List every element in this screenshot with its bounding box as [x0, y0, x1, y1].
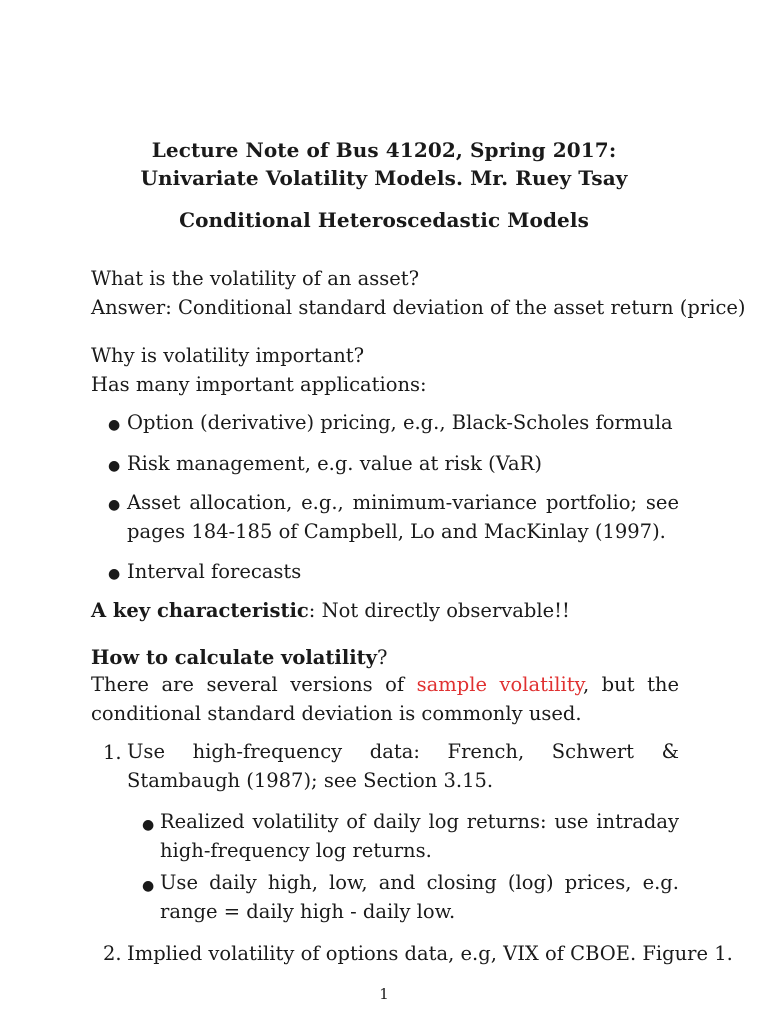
- bullet-icon: ●: [108, 566, 121, 582]
- how-to-heading-suffix: ?: [376, 646, 388, 669]
- question-volatility: What is the volatility of an asset?: [91, 267, 420, 290]
- how-to-heading-text: How to calculate volatility: [91, 646, 377, 669]
- method-number: 2.: [103, 942, 122, 965]
- list-item: Asset allocation, e.g., minimum-variance portfolio; see pages 184-185 of Campbell, Lo and MacKinlay (1997).: [127, 491, 679, 543]
- intro-after: , but the conditional standard deviation is commonly used.: [91, 673, 680, 725]
- sample-volatility-link[interactable]: sample volatility: [416, 673, 583, 696]
- intro-before: There are several versions of: [91, 673, 417, 696]
- method-number: 1.: [103, 741, 122, 764]
- section-title: Conditional Heteroscedastic Models: [179, 208, 589, 232]
- key-characteristic-text: : Not directly observable!!: [308, 599, 570, 622]
- list-item: Interval forecasts: [127, 560, 302, 583]
- title-line-1: Lecture Note of Bus 41202, Spring 2017:: [151, 138, 617, 162]
- list-item: Realized volatility of daily log returns: use intraday high-frequency log returns.: [160, 810, 679, 862]
- bullet-icon: ●: [108, 497, 121, 513]
- answer-importance: Has many important applications:: [91, 373, 427, 396]
- list-item: Risk management, e.g. value at risk (VaR): [127, 452, 542, 475]
- key-characteristic-label: A key characteristic: [91, 599, 309, 622]
- key-characteristic: [91, 601, 570, 621]
- page-number: 1: [379, 985, 389, 1003]
- method-text: Use high-frequency data: French, Schwert & Stambaugh (1987); see Section 3.15.: [127, 740, 679, 792]
- method-text: Implied volatility of options data, e.g, VIX of CBOE. Figure 1.: [127, 942, 733, 965]
- bullet-icon: ●: [142, 817, 155, 833]
- how-to-heading: [91, 648, 387, 668]
- answer-volatility: Answer: Conditional standard deviation of the asset return (price): [91, 296, 746, 319]
- bullet-icon: ●: [108, 458, 121, 474]
- list-item: Option (derivative) pricing, e.g., Black-Scholes formula: [127, 411, 673, 434]
- bullet-icon: ●: [142, 878, 155, 894]
- how-to-intro: [91, 670, 679, 728]
- bullet-icon: ●: [108, 417, 121, 433]
- question-importance: Why is volatility important?: [91, 344, 365, 367]
- title-line-2: Univariate Volatility Models. Mr. Ruey Tsay: [140, 166, 628, 190]
- list-item: Use daily high, low, and closing (log) prices, e.g. range = daily high - daily low.: [160, 871, 679, 923]
